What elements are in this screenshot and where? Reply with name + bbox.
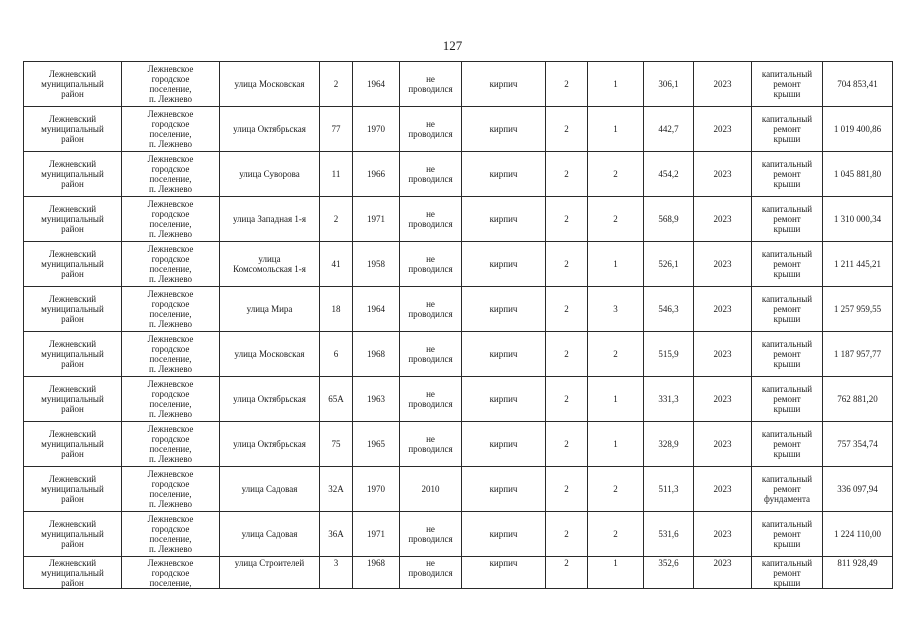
house-number-cell: 3	[320, 557, 353, 589]
entrances-cell: 2	[588, 467, 644, 512]
district-cell: Лежневский муниципальный район	[24, 557, 122, 589]
settlement-cell: Лежневское городское поселение, п. Лежнево	[122, 287, 220, 332]
settlement-cell: Лежневское городское поселение, п. Лежнево	[122, 197, 220, 242]
planned-year-cell: 2023	[694, 332, 752, 377]
last-repair-cell: не проводился	[400, 287, 462, 332]
floors-cell: 2	[546, 557, 588, 589]
wall-material-cell: кирпич	[462, 377, 546, 422]
area-cell: 331,3	[644, 377, 694, 422]
cost-cell: 1 211 445,21	[823, 242, 893, 287]
area-cell: 328,9	[644, 422, 694, 467]
work-type-cell: капитальный ремонт крыши	[752, 107, 823, 152]
planned-year-cell: 2023	[694, 422, 752, 467]
wall-material-cell: кирпич	[462, 197, 546, 242]
table-row	[24, 242, 893, 287]
table-row	[24, 422, 893, 467]
house-number-cell: 18	[320, 287, 353, 332]
district-cell: Лежневский муниципальный район	[24, 152, 122, 197]
cost-cell: 1 187 957,77	[823, 332, 893, 377]
wall-material-cell: кирпич	[462, 557, 546, 589]
district-cell: Лежневский муниципальный район	[24, 242, 122, 287]
year-built-cell: 1970	[353, 107, 400, 152]
street-cell: улица Строителей	[220, 557, 320, 589]
district-cell: Лежневский муниципальный район	[24, 62, 122, 107]
last-repair-cell: 2010	[400, 467, 462, 512]
wall-material-cell: кирпич	[462, 467, 546, 512]
planned-year-cell: 2023	[694, 287, 752, 332]
area-cell: 568,9	[644, 197, 694, 242]
settlement-cell: Лежневское городское поселение, п. Лежнево	[122, 512, 220, 557]
cost-cell: 762 881,20	[823, 377, 893, 422]
table-body	[24, 62, 893, 589]
wall-material-cell: кирпич	[462, 332, 546, 377]
table-row	[24, 152, 893, 197]
floors-cell: 2	[546, 332, 588, 377]
entrances-cell: 1	[588, 377, 644, 422]
year-built-cell: 1966	[353, 152, 400, 197]
last-repair-cell: не проводился	[400, 152, 462, 197]
district-cell: Лежневский муниципальный район	[24, 107, 122, 152]
page-number: 127	[442, 38, 463, 53]
street-cell: улица Октябрьская	[220, 107, 320, 152]
district-cell: Лежневский муниципальный район	[24, 287, 122, 332]
year-built-cell: 1968	[353, 557, 400, 589]
planned-year-cell: 2023	[694, 557, 752, 589]
cost-cell: 1 045 881,80	[823, 152, 893, 197]
floors-cell: 2	[546, 512, 588, 557]
year-built-cell: 1958	[353, 242, 400, 287]
planned-year-cell: 2023	[694, 62, 752, 107]
settlement-cell: Лежневское городское поселение, п. Лежнево	[122, 62, 220, 107]
planned-year-cell: 2023	[694, 107, 752, 152]
table-row	[24, 287, 893, 332]
street-cell: улица Мира	[220, 287, 320, 332]
settlement-cell: Лежневское городское поселение, п. Лежнево	[122, 152, 220, 197]
street-cell: улица Московская	[220, 332, 320, 377]
work-type-cell: капитальный ремонт крыши	[752, 332, 823, 377]
settlement-cell: Лежневское городское поселение, п. Лежнево	[122, 422, 220, 467]
work-type-cell: капитальный ремонт крыши	[752, 422, 823, 467]
repair-register-table	[23, 61, 893, 589]
house-number-cell: 6	[320, 332, 353, 377]
entrances-cell: 1	[588, 242, 644, 287]
work-type-cell: капитальный ремонт крыши	[752, 557, 823, 589]
wall-material-cell: кирпич	[462, 62, 546, 107]
entrances-cell: 2	[588, 512, 644, 557]
work-type-cell: капитальный ремонт крыши	[752, 152, 823, 197]
floors-cell: 2	[546, 107, 588, 152]
last-repair-cell: не проводился	[400, 242, 462, 287]
house-number-cell: 65А	[320, 377, 353, 422]
floors-cell: 2	[546, 467, 588, 512]
cost-cell: 757 354,74	[823, 422, 893, 467]
last-repair-cell: не проводился	[400, 557, 462, 589]
house-number-cell: 41	[320, 242, 353, 287]
area-cell: 511,3	[644, 467, 694, 512]
floors-cell: 2	[546, 197, 588, 242]
floors-cell: 2	[546, 377, 588, 422]
floors-cell: 2	[546, 152, 588, 197]
area-cell: 515,9	[644, 332, 694, 377]
table-row	[24, 197, 893, 242]
year-built-cell: 1968	[353, 332, 400, 377]
entrances-cell: 2	[588, 332, 644, 377]
district-cell: Лежневский муниципальный район	[24, 467, 122, 512]
cost-cell: 1 224 110,00	[823, 512, 893, 557]
street-cell: улица Комсомольская 1-я	[220, 242, 320, 287]
table-row	[24, 467, 893, 512]
district-cell: Лежневский муниципальный район	[24, 332, 122, 377]
house-number-cell: 36А	[320, 512, 353, 557]
district-cell: Лежневский муниципальный район	[24, 512, 122, 557]
area-cell: 454,2	[644, 152, 694, 197]
work-type-cell: капитальный ремонт крыши	[752, 62, 823, 107]
cost-cell: 811 928,49	[823, 557, 893, 589]
table-row	[24, 377, 893, 422]
last-repair-cell: не проводился	[400, 422, 462, 467]
last-repair-cell: не проводился	[400, 332, 462, 377]
work-type-cell: капитальный ремонт крыши	[752, 512, 823, 557]
house-number-cell: 75	[320, 422, 353, 467]
house-number-cell: 77	[320, 107, 353, 152]
table-row	[24, 512, 893, 557]
street-cell: улица Московская	[220, 62, 320, 107]
work-type-cell: капитальный ремонт крыши	[752, 242, 823, 287]
area-cell: 546,3	[644, 287, 694, 332]
wall-material-cell: кирпич	[462, 242, 546, 287]
entrances-cell: 2	[588, 152, 644, 197]
table-row	[24, 332, 893, 377]
table-row	[24, 107, 893, 152]
district-cell: Лежневский муниципальный район	[24, 377, 122, 422]
planned-year-cell: 2023	[694, 512, 752, 557]
year-built-cell: 1964	[353, 62, 400, 107]
wall-material-cell: кирпич	[462, 422, 546, 467]
cost-cell: 704 853,41	[823, 62, 893, 107]
floors-cell: 2	[546, 287, 588, 332]
entrances-cell: 2	[588, 197, 644, 242]
floors-cell: 2	[546, 242, 588, 287]
street-cell: улица Садовая	[220, 467, 320, 512]
last-repair-cell: не проводился	[400, 377, 462, 422]
last-repair-cell: не проводился	[400, 512, 462, 557]
last-repair-cell: не проводился	[400, 62, 462, 107]
cost-cell: 1 257 959,55	[823, 287, 893, 332]
planned-year-cell: 2023	[694, 197, 752, 242]
entrances-cell: 1	[588, 422, 644, 467]
settlement-cell: Лежневское городское поселение, п. Лежнево	[122, 107, 220, 152]
table-row	[24, 557, 893, 589]
work-type-cell: капитальный ремонт крыши	[752, 287, 823, 332]
district-cell: Лежневский муниципальный район	[24, 197, 122, 242]
planned-year-cell: 2023	[694, 377, 752, 422]
year-built-cell: 1971	[353, 512, 400, 557]
area-cell: 531,6	[644, 512, 694, 557]
cost-cell: 1 310 000,34	[823, 197, 893, 242]
cost-cell: 1 019 400,86	[823, 107, 893, 152]
table-row	[24, 62, 893, 107]
planned-year-cell: 2023	[694, 152, 752, 197]
cost-cell: 336 097,94	[823, 467, 893, 512]
wall-material-cell: кирпич	[462, 512, 546, 557]
wall-material-cell: кирпич	[462, 107, 546, 152]
year-built-cell: 1970	[353, 467, 400, 512]
settlement-cell: Лежневское городское поселение, п. Лежнево	[122, 332, 220, 377]
settlement-cell: Лежневское городское поселение,	[122, 557, 220, 589]
year-built-cell: 1965	[353, 422, 400, 467]
street-cell: улица Садовая	[220, 512, 320, 557]
wall-material-cell: кирпич	[462, 152, 546, 197]
floors-cell: 2	[546, 62, 588, 107]
planned-year-cell: 2023	[694, 467, 752, 512]
work-type-cell: капитальный ремонт крыши	[752, 197, 823, 242]
street-cell: улица Западная 1-я	[220, 197, 320, 242]
settlement-cell: Лежневское городское поселение, п. Лежнево	[122, 242, 220, 287]
area-cell: 526,1	[644, 242, 694, 287]
area-cell: 442,7	[644, 107, 694, 152]
area-cell: 306,1	[644, 62, 694, 107]
house-number-cell: 32А	[320, 467, 353, 512]
work-type-cell: капитальный ремонт крыши	[752, 377, 823, 422]
house-number-cell: 2	[320, 62, 353, 107]
entrances-cell: 1	[588, 62, 644, 107]
year-built-cell: 1971	[353, 197, 400, 242]
entrances-cell: 3	[588, 287, 644, 332]
last-repair-cell: не проводился	[400, 107, 462, 152]
house-number-cell: 11	[320, 152, 353, 197]
street-cell: улица Суворова	[220, 152, 320, 197]
entrances-cell: 1	[588, 557, 644, 589]
district-cell: Лежневский муниципальный район	[24, 422, 122, 467]
last-repair-cell: не проводился	[400, 197, 462, 242]
wall-material-cell: кирпич	[462, 287, 546, 332]
street-cell: улица Октябрьская	[220, 377, 320, 422]
house-number-cell: 2	[320, 197, 353, 242]
floors-cell: 2	[546, 422, 588, 467]
work-type-cell: капитальный ремонт фундамента	[752, 467, 823, 512]
planned-year-cell: 2023	[694, 242, 752, 287]
area-cell: 352,6	[644, 557, 694, 589]
street-cell: улица Октябрьская	[220, 422, 320, 467]
settlement-cell: Лежневское городское поселение, п. Лежнево	[122, 467, 220, 512]
year-built-cell: 1963	[353, 377, 400, 422]
entrances-cell: 1	[588, 107, 644, 152]
year-built-cell: 1964	[353, 287, 400, 332]
settlement-cell: Лежневское городское поселение, п. Лежнево	[122, 377, 220, 422]
